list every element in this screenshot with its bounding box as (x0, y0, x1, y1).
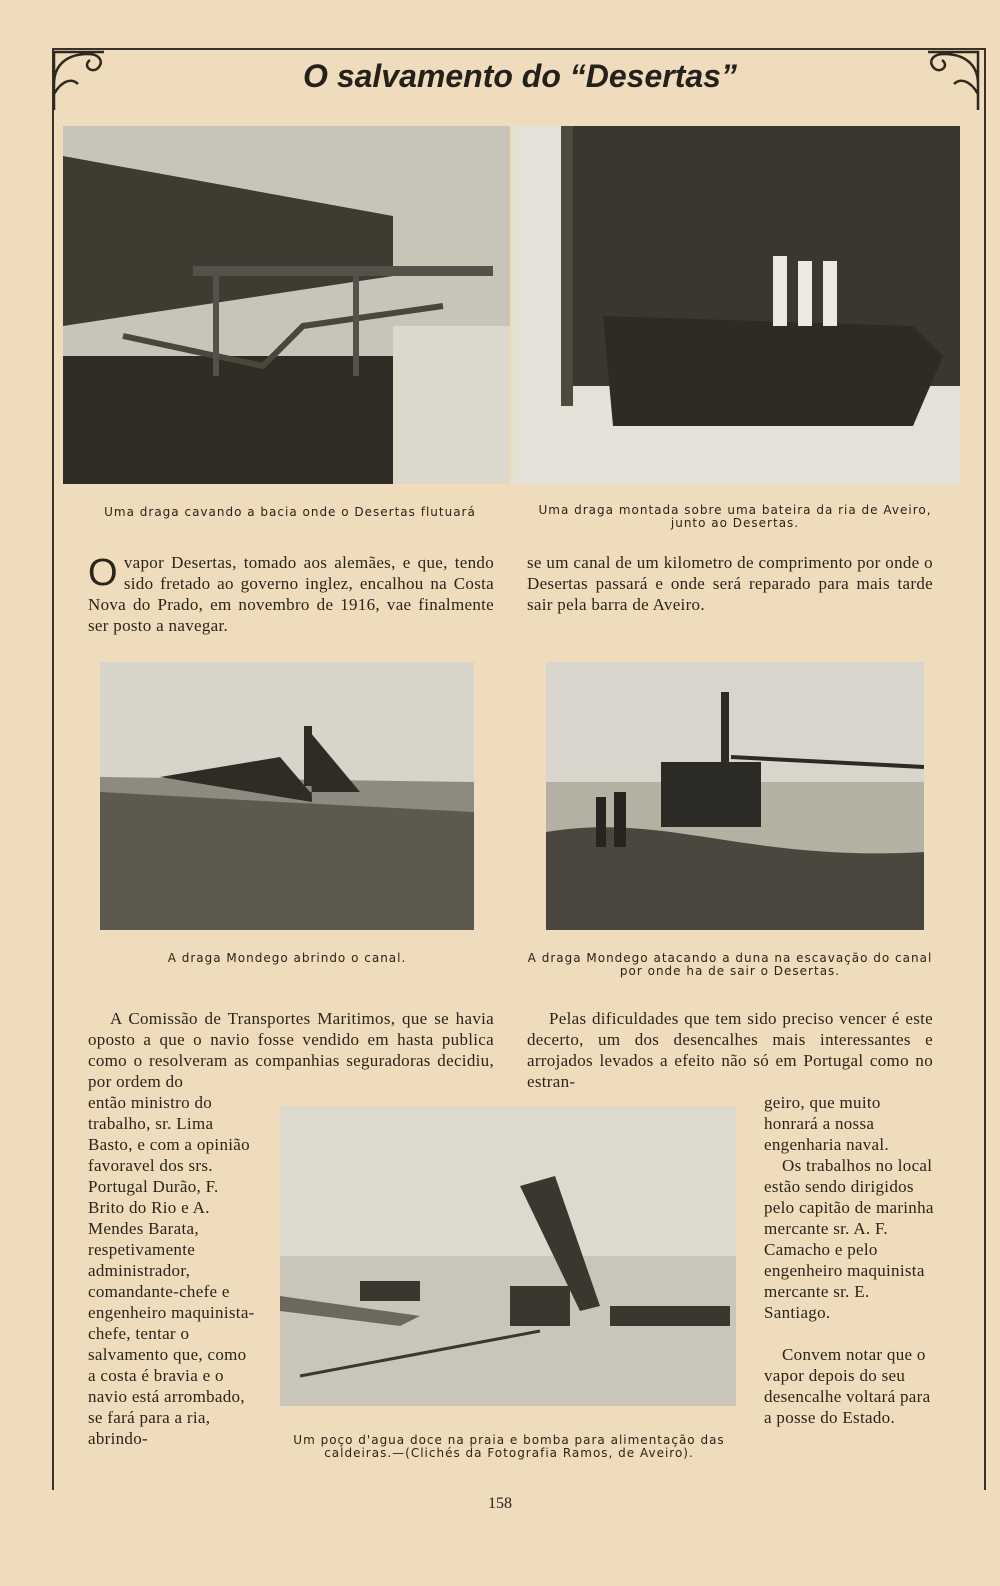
body-right-column-2: Os trabalhos no local estão sendo dirigidos pelo capitão de marinha mercante sr. A. F. Camacho e pelo engenheiro maquinista mercante sr. E. Santiago. (764, 1156, 934, 1322)
caption-photo1: Uma draga cavando a bacia onde o Desertas flutuará (104, 505, 476, 519)
photo-dredge-mondego-dune (546, 662, 924, 930)
intro-text-left: vapor Desertas, tomado aos alemães, e que, tendo sido fretado ao governo inglez, encalhou na Costa Nova do Prado, em novembro de 1916, vae finalmente ser posto a navegar. (88, 553, 494, 635)
body-left-column: então ministro do trabalho, sr. Lima Basto, e com a opinião favoravel dos srs. Portugal Durão, F. Brito do Rio e A. Mendes Barata, respetivamente administrador, comandante-chefe e engenheiro maquinista-chefe, tentar o salvamento que, como a costa é bravia e o navio está arrombado, se fará para a ria, abrindo- (88, 1093, 255, 1448)
photo-fresh-water-well (280, 1106, 736, 1406)
intro-paragraph-right: se um canal de um kilometro de comprimento por onde o Desertas passará e onde será reparado para mais tarde sair pela barra de Aveiro. (527, 553, 933, 614)
photo-dredge-mondego-canal (100, 662, 474, 930)
intro-paragraph-left (88, 552, 494, 636)
body-right-column-1: geiro, que muito honrará a nossa engenharia naval. (764, 1093, 889, 1154)
body-left-top: A Comissão de Transportes Maritimos, que se havia oposto a que o navio fosse vendido em hasta publica como o resolveram as companhias seguradoras decidiu, por ordem do (88, 1009, 494, 1091)
caption-photo5: Um poço d'agua doce na praia e bomba para alimentação das caldeiras.—(Clichés da Fotografia Ramos, de Aveiro). (293, 1433, 725, 1460)
caption-photo2: Uma draga montada sobre uma bateira da ria de Aveiro, junto ao Desertas. (538, 503, 932, 530)
body-right-column-3: Convem notar que o vapor depois do seu desencalhe voltará para a posse do Estado. (764, 1345, 931, 1427)
page-number: 158 (488, 1495, 512, 1512)
photo-dredge-basin (63, 126, 510, 484)
photo-dredge-bateira (513, 126, 960, 484)
drop-cap: O (88, 552, 118, 594)
body-right-top: Pelas dificuldades que tem sido preciso vencer é este decerto, um dos desencalhes mais interessantes e arrojados levados a efeito não só em Portugal como no estran- (527, 1009, 933, 1091)
caption-photo3: A draga Mondego abrindo o canal. (167, 951, 407, 965)
caption-photo4: A draga Mondego atacando a duna na escavação do canal por onde ha de sair o Desertas. (527, 951, 933, 978)
article-title: O salvamento do “Desertas” (303, 58, 737, 94)
